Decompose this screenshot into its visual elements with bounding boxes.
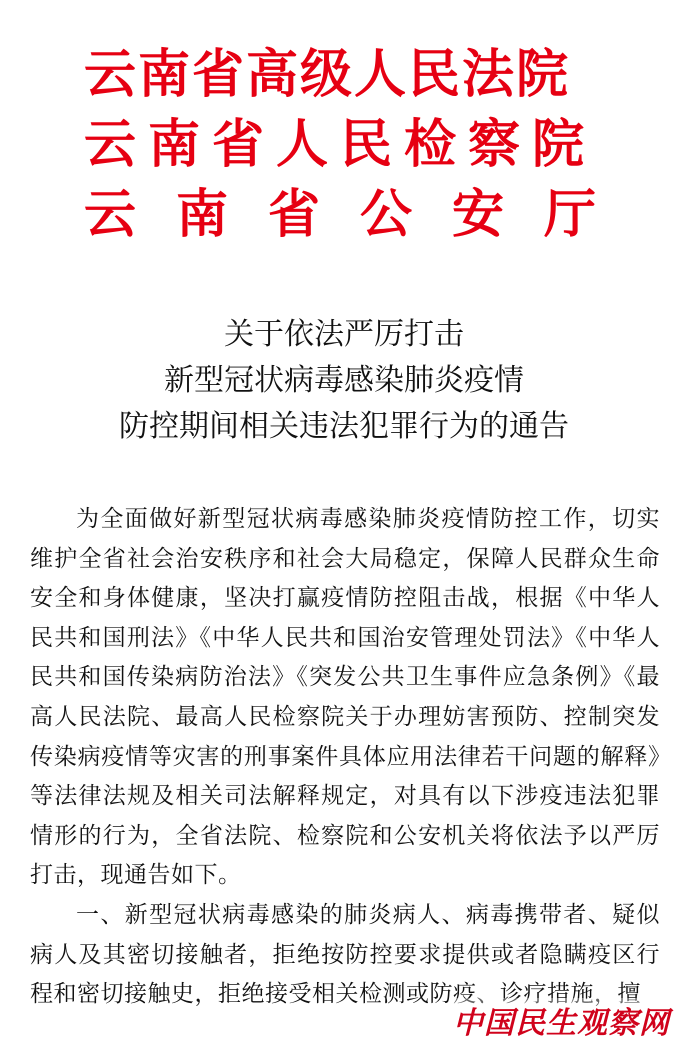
notice-body: [30, 500, 660, 1015]
issuer-procuratorate: 云南省人民检察院: [84, 115, 597, 175]
issuer-high-court: 云南省高级人民法院: [84, 45, 571, 105]
title-line-3: 防控期间相关违法犯罪行为的通告: [119, 409, 569, 444]
site-watermark: 中国民生观察网: [453, 998, 670, 1042]
issuer-public-security: 云南省公安厅: [84, 185, 637, 245]
notice-title: [0, 312, 688, 450]
title-line-1: 关于依法严厉打击: [224, 317, 464, 352]
title-line-2: 新型冠状病毒感染肺炎疫情: [164, 363, 524, 398]
issuing-authorities: [84, 40, 644, 250]
clause-one-paragraph: 一、新型冠状病毒感染的肺炎病人、病毒携带者、疑似病人及其密切接触者，拒绝按防控要求提供或者隐瞒疫区行程和密切接触史，拒绝接受相关检测或防疫、诊疗措施，擅: [30, 901, 660, 1008]
intro-paragraph: 为全面做好新型冠状病毒感染肺炎疫情防控工作，切实维护全省社会治安秩序和社会大局稳定，保障人民群众生命安全和身体健康，坚决打赢疫情防控阻击战，根据《中华人民共和国刑法》《中华人民共和国治安管理处罚法》《中华人民共和国传染病防治法》《突发公共卫生事件应急条例》《最高人民法院、最高人民检察院关于办理妨害预防、控制突发传染病疫情等灾害的刑事案件具体应用法律若干问题的解释》等法律法规及相关司法解释规定，对具有以下涉疫违法犯罪情形的行为，全省法院、检察院和公安机关将依法予以严厉打击，现通告如下。: [30, 506, 660, 889]
